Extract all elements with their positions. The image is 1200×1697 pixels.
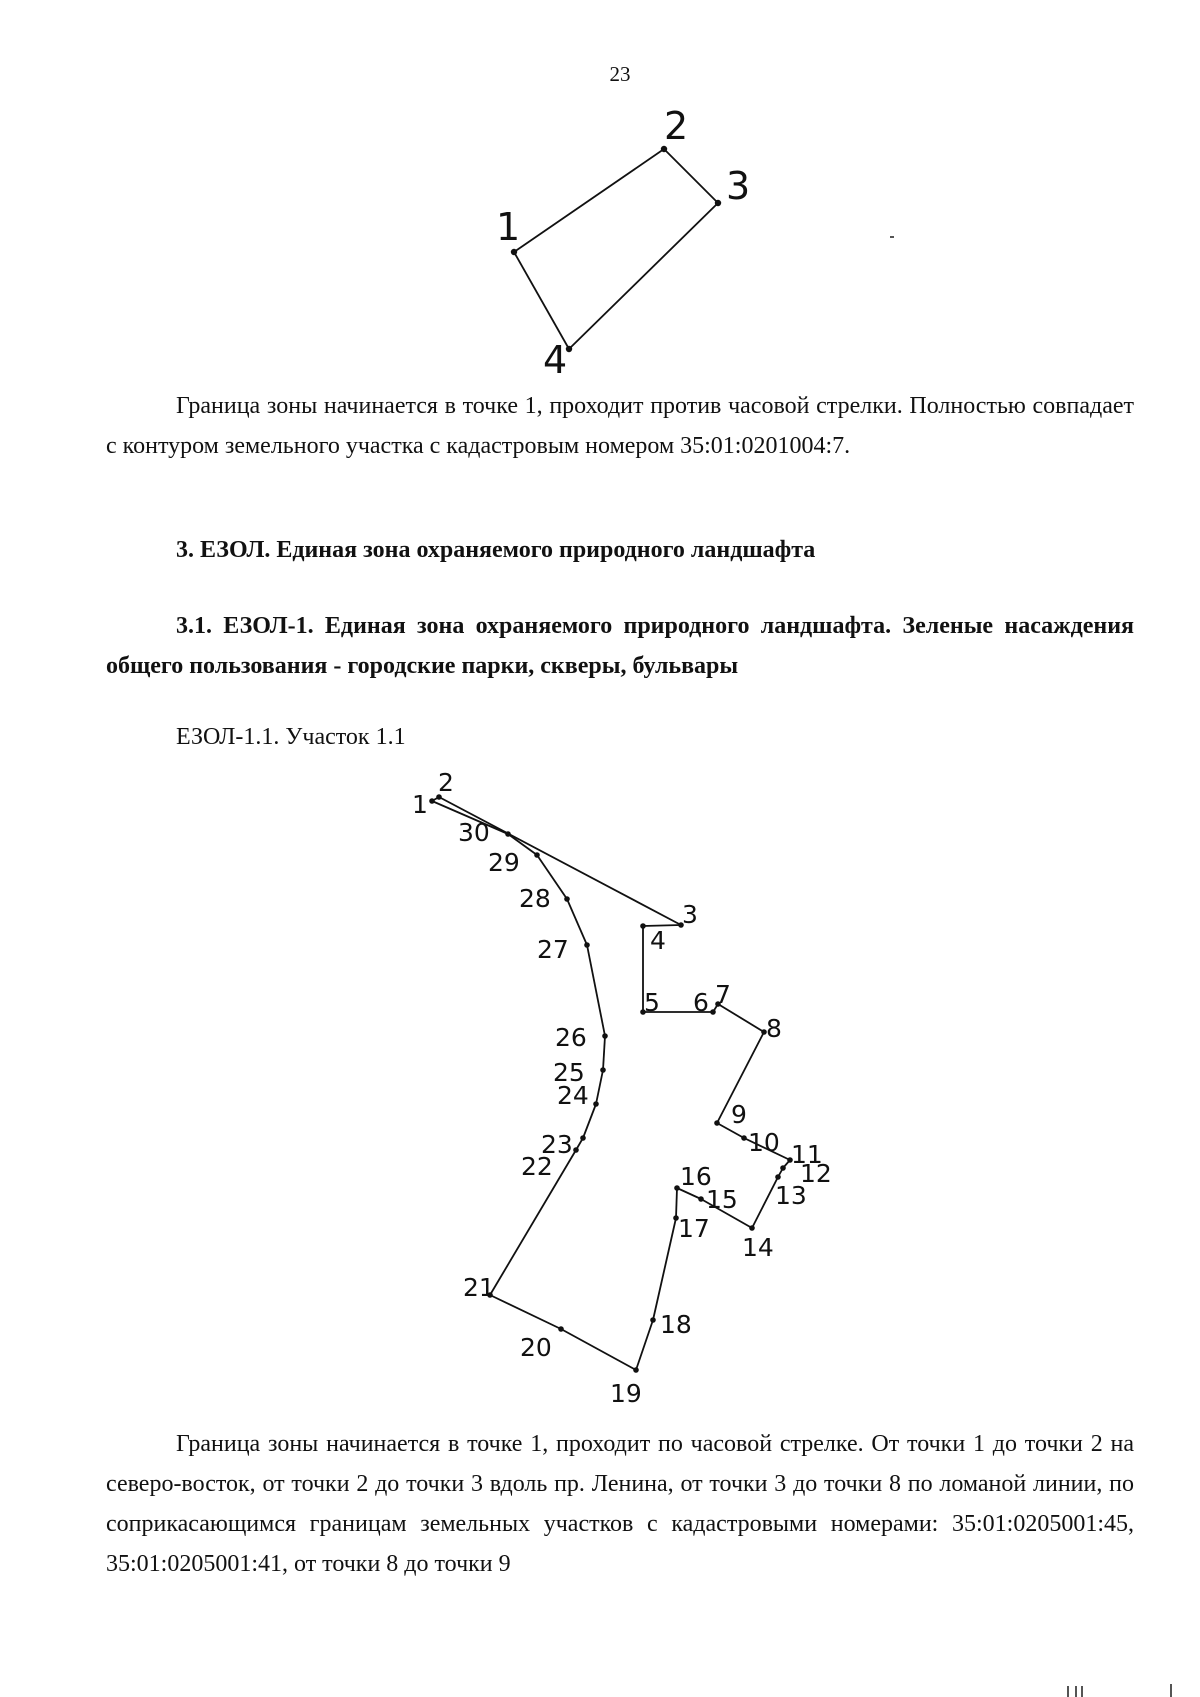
vertex-point (650, 1317, 656, 1323)
zone-boundary-paragraph (106, 1424, 1134, 1584)
vertex-label: 23 (541, 1130, 573, 1159)
vertex-point (698, 1196, 704, 1202)
boundary-segment-24-25 (596, 1070, 603, 1104)
vertex-point (573, 1147, 579, 1153)
vertex-label: 6 (693, 988, 709, 1017)
vertex-point (584, 942, 590, 948)
vertex-point (600, 1067, 606, 1073)
vertex-point (505, 831, 511, 837)
vertex-label: 9 (731, 1100, 747, 1129)
vertex-point (633, 1367, 639, 1373)
vertex-point (710, 1009, 716, 1015)
vertex-label: 17 (678, 1214, 710, 1243)
vertex-label: 16 (680, 1162, 712, 1191)
vertex-point (580, 1135, 586, 1141)
boundary-segment-17-18 (653, 1218, 676, 1320)
vertex-label: 26 (555, 1023, 587, 1052)
boundary-segment-20-21 (490, 1295, 561, 1329)
scan-speck (1081, 1686, 1083, 1697)
paragraph-text: Граница зоны начинается в точке 1, проходит против часовой стрелки. Полностью совпадает с контуром земельного участка с кадастровым номером 35:01:0201004:7. (106, 393, 1134, 459)
vertex-label: 3 (682, 900, 698, 929)
vertex-label: 3 (726, 164, 751, 208)
vertex-point (775, 1174, 781, 1180)
vertex-label: 15 (706, 1185, 738, 1214)
vertex-point (534, 852, 540, 858)
paragraph-text: Граница зоны начинается в точке 1, проходит по часовой стрелке. От точки 1 до точки 2 на северо-восток, от точки 2 до точки 3 вдоль пр. Ленина, от точки 3 до точки 8 по ломаной линии, по соприкасающимся границам земельных участков с кадастровыми номерами: 35:01:0205001:45, 35:01:0205001:41, от точки 8 до точки 9 (106, 1431, 1134, 1577)
vertex-label: 2 (438, 768, 454, 797)
vertex-label: 13 (775, 1181, 807, 1210)
vertex-point (593, 1101, 599, 1107)
boundary-segment-26-27 (587, 945, 605, 1036)
vertex-label: 21 (463, 1273, 495, 1302)
vertex-point (714, 1120, 720, 1126)
vertex-label: 12 (800, 1159, 832, 1188)
scan-speck (1075, 1686, 1077, 1697)
vertex-label: 28 (519, 884, 551, 913)
vertex-label: 10 (748, 1128, 780, 1157)
subsection-title: ЕЗОЛ-1.1. Участок 1.1 (176, 724, 406, 750)
vertex-label: 27 (537, 935, 569, 964)
vertex-label: 8 (766, 1014, 782, 1043)
scan-speck (1170, 1684, 1172, 1697)
vertex-label: 22 (521, 1152, 553, 1181)
boundary-segment-18-19 (636, 1320, 653, 1370)
vertex-point (749, 1225, 755, 1231)
section-3-1-heading: 3.1. ЕЗОЛ-1. Единая зона охраняемого природного ландшафта. Зеленые насаждения общего пользования - городские парки, скверы, бульвары (106, 613, 1134, 679)
vertex-label: 29 (488, 848, 520, 877)
vertex-point (558, 1326, 564, 1332)
scan-speck (890, 236, 894, 238)
vertex-label: 4 (650, 926, 666, 955)
vertex-label: 19 (610, 1379, 642, 1408)
vertex-point (564, 896, 570, 902)
boundary-segment-25-26 (603, 1036, 605, 1070)
boundary-segment-16-17 (676, 1188, 677, 1218)
vertex-point (674, 1185, 680, 1191)
boundary-segment-2-3 (439, 797, 681, 925)
vertex-label: 7 (715, 980, 731, 1009)
vertex-label: 5 (644, 988, 660, 1017)
vertex-point (780, 1165, 786, 1171)
vertex-point (640, 923, 646, 929)
vertex-label: 14 (742, 1233, 774, 1262)
vertex-label: 25 (553, 1058, 585, 1087)
page-number: 23 (609, 62, 631, 86)
scan-speck (1067, 1686, 1069, 1697)
vertex-label: 4 (543, 338, 568, 382)
vertex-label: 30 (458, 818, 490, 847)
vertex-point (741, 1135, 747, 1141)
section-3-heading: 3. ЕЗОЛ. Единая зона охраняемого природного ландшафта (176, 537, 816, 563)
vertex-label: 1 (412, 790, 428, 819)
boundary-segment-27-28 (567, 899, 587, 945)
vertex-label: 2 (664, 104, 689, 148)
vertex-point (602, 1033, 608, 1039)
vertex-point (429, 798, 435, 804)
vertex-label: 11 (791, 1140, 823, 1169)
vertex-label: 18 (660, 1310, 692, 1339)
vertex-label: 24 (557, 1081, 589, 1110)
boundary-segment-19-20 (561, 1329, 636, 1370)
vertex-label: 1 (496, 205, 521, 249)
vertex-label: 20 (520, 1333, 552, 1362)
